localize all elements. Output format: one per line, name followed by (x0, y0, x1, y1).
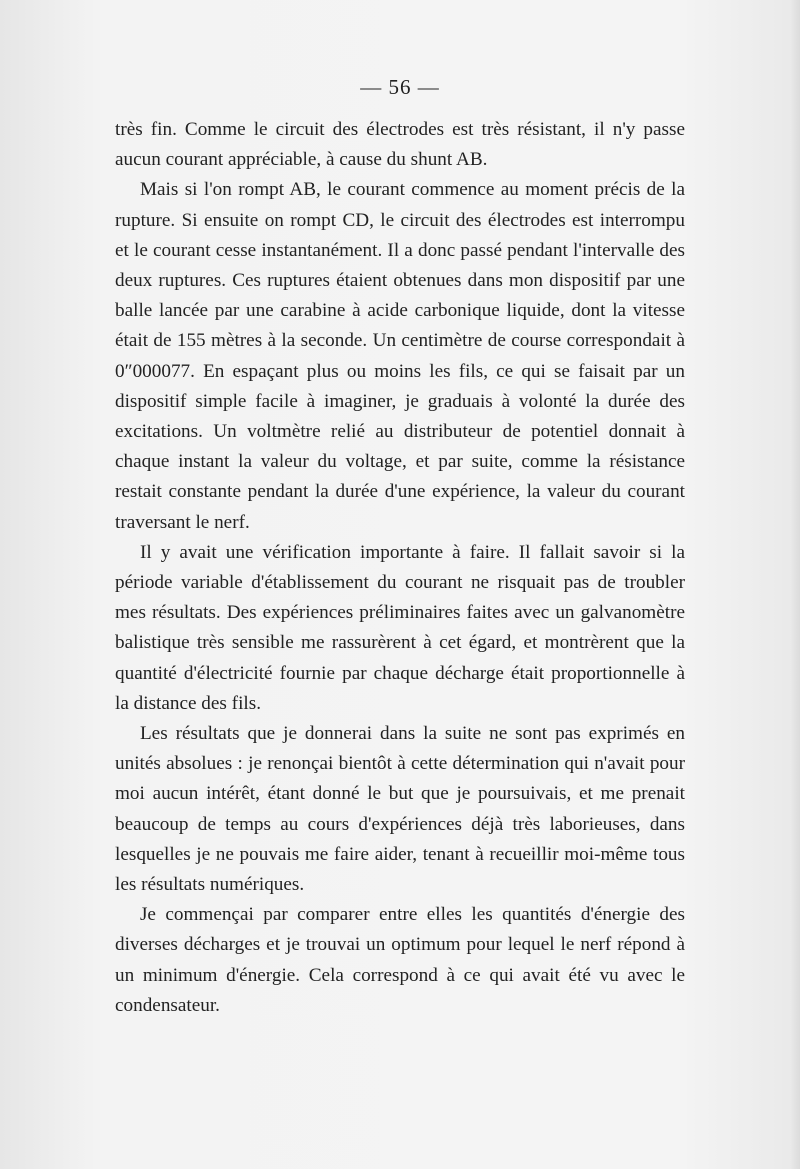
paragraph-1: très fin. Comme le circuit des électrodes est très résistant, il n'y passe aucun courant appréciable, à cause du shunt AB. (115, 119, 685, 171)
paragraph-3: Il y avait une vérification importante à faire. Il fallait savoir si la période variable d'établissement du courant ne risquait pas de troubler mes résultats. Des expériences préliminaires faites avec un galvanomètre balistique très sensible me rassurèrent à cet égard, et montrèrent que la quantité d'électricité fournie par chaque décharge était proportionnelle à la distance des fils. (115, 541, 685, 714)
page-number: — 56 — (360, 75, 440, 99)
paragraph-5: Je commençai par comparer entre elles les quantités d'énergie des diverses décharges et je trouvai un optimum pour lequel le nerf répond à un minimum d'énergie. Cela correspond à ce qui avait été vu avec le condensateur. (115, 904, 685, 1016)
paragraph-4: Les résultats que je donnerai dans la suite ne sont pas exprimés en unités absolues : je renonçai bientôt à cette détermination qui n'avait pour moi aucun intérêt, étant donné le but que je poursuivais, et me prenait beaucoup de temps au cours d'expériences déjà très laborieuses, dans lesquelles je ne pouvais me faire aider, tenant à recueillir moi-même tous les résultats numériques. (115, 723, 685, 896)
page-edge-shadow (790, 0, 800, 1169)
body-text (115, 115, 685, 1021)
paragraph-2: Mais si l'on rompt AB, le courant commence au moment précis de la rupture. Si ensuite on rompt CD, le circuit des électrodes est interrompu et le courant cesse instantanément. Il a donc passé pendant l'intervalle des deux ruptures. Ces ruptures étaient obtenues dans mon dispositif par une balle lancée par une carabine à acide carbonique liquide, dont la vitesse était de 155 mètres à la seconde. Un centimètre de course correspondait à 0″000077. En espaçant plus ou moins les fils, ce qui se faisait par un dispositif simple facile à imaginer, je graduais à volonté la durée des excitations. Un voltmètre relié au distributeur de potentiel donnait à chaque instant la valeur du voltage, et par suite, comme la résistance restait constante pendant la durée d'une expérience, la valeur du courant traversant le nerf. (115, 179, 685, 533)
